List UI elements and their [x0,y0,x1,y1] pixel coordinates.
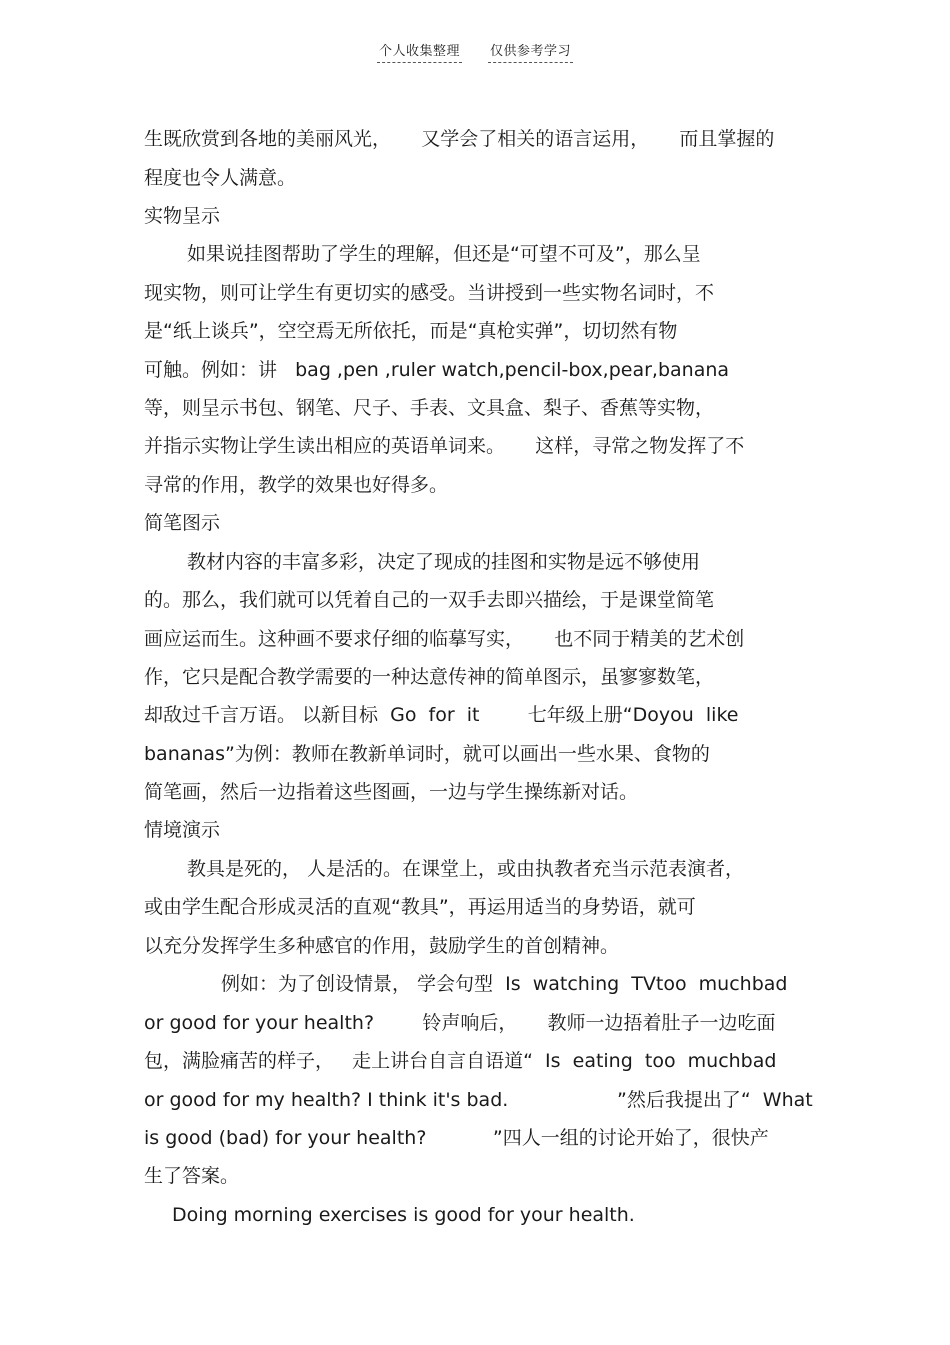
text-line: 包，满脸痛苦的样子， 走上讲台自言自语道“ Is eating too muchbad [144,1050,777,1072]
text-line: 生既欣赏到各地的美丽风光， 又学会了相关的语言运用， 而且掌握的 [144,128,775,150]
text-line: 寻常的作用，教学的效果也好得多。 [144,474,449,496]
section-heading: 简笔图示 [144,512,221,534]
text-line: Doing morning exercises is good for your health. [172,1204,635,1226]
text-line: or good for my health? I think it's bad. ”然后我提出了“ What [144,1089,813,1111]
text-line: 的。那么，我们就可以凭着自己的一双手去即兴描绘，于是课堂简笔 [144,589,715,611]
text-line: 程度也令人满意。 [144,167,297,189]
section-heading: 实物呈示 [144,205,221,227]
text-line: 教具是死的， 人是活的。在课堂上，或由执教者充当示范表演者， [187,858,745,880]
text-line: 如果说挂图帮助了学生的理解，但还是“可望不可及”，那么呈 [187,243,701,265]
text-line: 画应运而生。这种画不要求仔细的临摹写实， 也不同于精美的艺术创 [144,628,745,650]
text-line: 并指示实物让学生读出相应的英语单词来。 这样，寻常之物发挥了不 [144,435,745,457]
text-line: 等，则呈示书包、钢笔、尺子、手表、文具盒、梨子、香蕉等实物， [144,397,715,419]
text-line: 是“纸上谈兵”，空空焉无所依托，而是“真枪实弹”，切切然有物 [144,320,678,342]
section-heading: 情境演示 [144,819,221,841]
text-line: 教材内容的丰富多彩，决定了现成的挂图和实物是远不够使用 [187,551,701,573]
text-line: 以充分发挥学生多种感官的作用，鼓励学生的首创精神。 [144,935,620,957]
text-line: is good (bad) for your health? ”四人一组的讨论开始了，很快产 [144,1127,769,1149]
text-line: 或由学生配合形成灵活的直观“教具”，再运用适当的身势语，就可 [144,896,696,918]
text-line: 可触。例如：讲 bag ,pen ,ruler watch,pencil-box,pear,banana [144,359,730,381]
text-line: 例如：为了创设情景， 学会句型 Is watching TVtoo muchbad [221,973,788,995]
text-line: 现实物，则可让学生有更切实的感受。当讲授到一些实物名词时，不 [144,282,715,304]
header-right-text: 仅供参考学习 [488,44,573,63]
text-line: 生了答案。 [144,1165,240,1187]
text-line: 简笔画，然后一边指着这些图画，一边与学生操练新对话。 [144,781,639,803]
text-line: 作，它只是配合教学需要的一种达意传神的简单图示，虽寥寥数笔， [144,666,715,688]
text-line: or good for your health? 铃声响后， 教师一边捂着肚子一边吃面 [144,1012,776,1034]
header-left-text: 个人收集整理 [377,44,462,63]
text-line: 却敌过千言万语。 以新目标 Go for it 七年级上册“Doyou like [144,704,739,726]
page-header [0,40,950,59]
text-line: bananas”为例：教师在教新单词时，就可以画出一些水果、食物的 [144,743,710,765]
